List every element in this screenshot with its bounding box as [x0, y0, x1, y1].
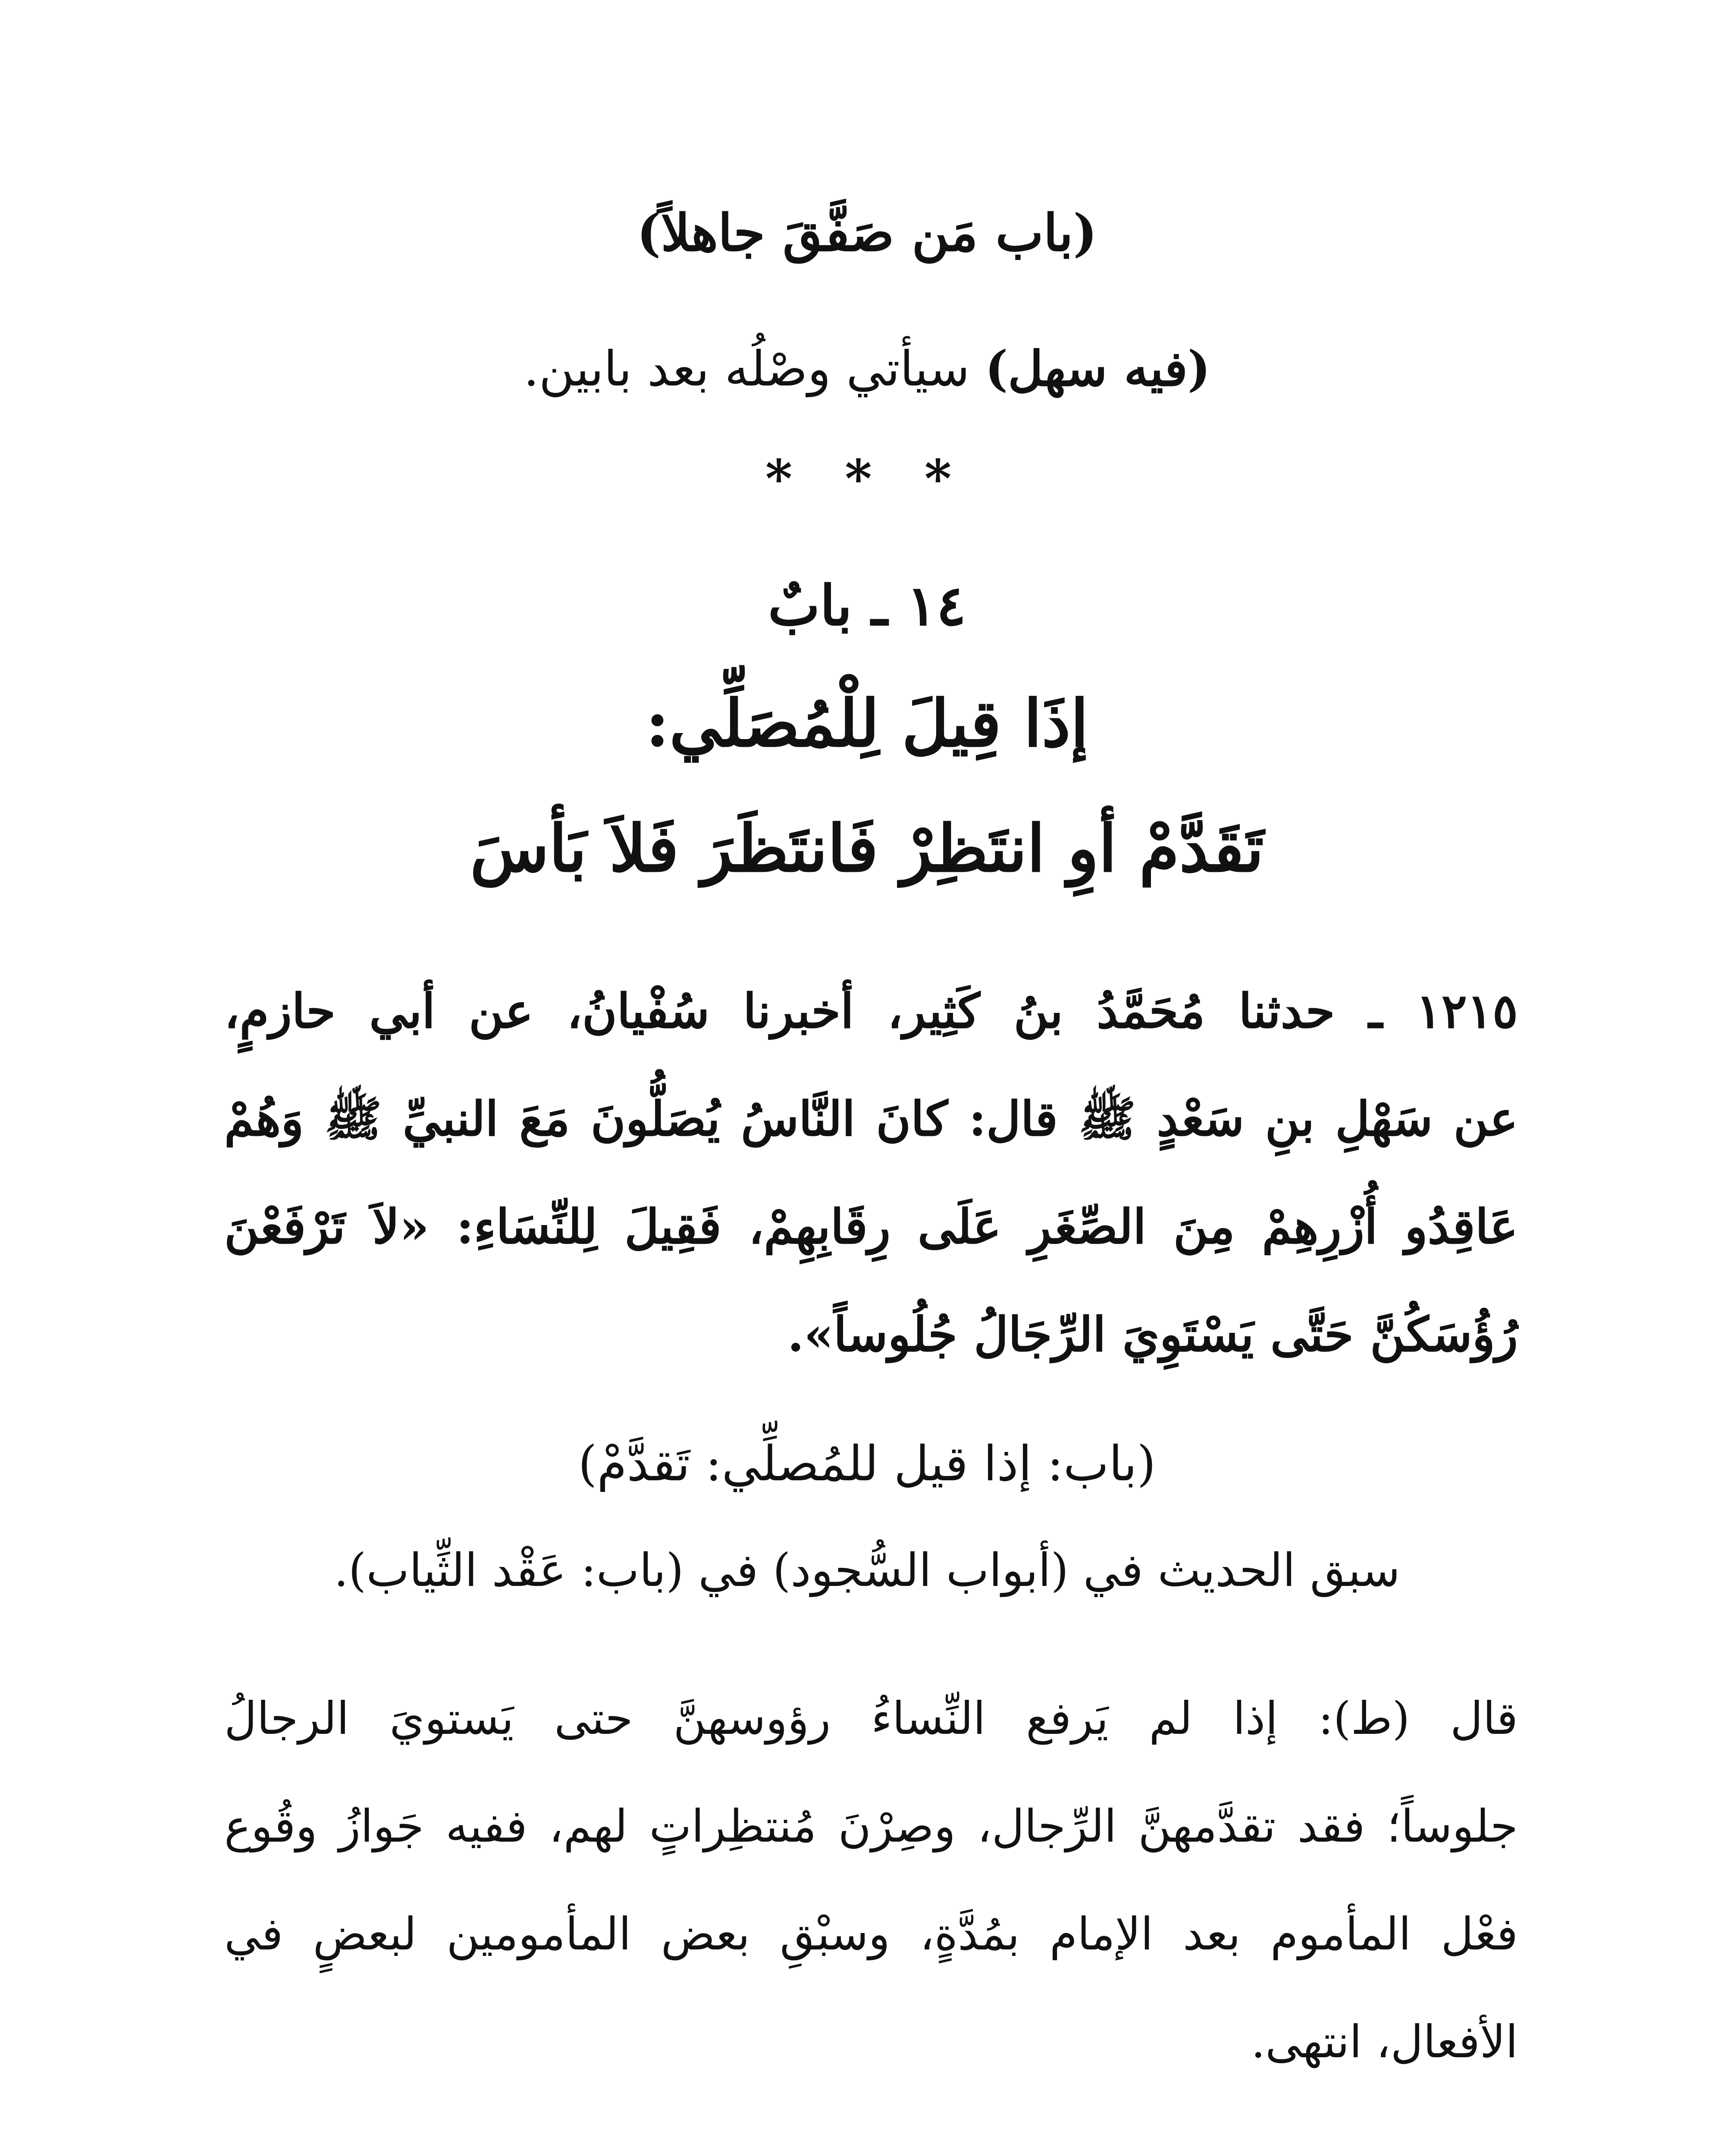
note-fih-sahl-text: سيأتي وصْلُه بعد بابين. [524, 341, 985, 397]
note-fih-sahl-label: (فيه سهل) [985, 341, 1210, 397]
section-heading-bab-man-saffaqa: (باب مَن صَفَّقَ جاهلاً) [637, 203, 1097, 263]
hadith-line: ١٢١٥ ـ حدثنا مُحَمَّدُ بنُ كَثِير، أخبرنا سُفْيانُ، عن أبي حازمٍ، [224, 983, 1518, 1039]
chapter-title-line-1: إذَا قِيلَ لِلْمُصَلِّي: [645, 686, 1089, 761]
commentary-qal-paragraph [224, 1664, 1518, 2096]
section-heading-bab-taqaddam: (باب: إذا قيل للمُصلِّي: تَقدَّمْ) [578, 1436, 1156, 1492]
chapter-title-line-2: تَقَدَّمْ أوِ انتَظِرْ فَانتَظَرَ فَلاَ بَأسَ [470, 811, 1264, 887]
commentary-line: الأفعال، انتهى. [1251, 2015, 1518, 2068]
commentary-wafih-paragraph [224, 2139, 1518, 2156]
hadith-line: رُؤُسَكُنَّ حَتَّى يَسْتَوِيَ الرِّجَالُ جُلُوساً». [787, 1307, 1518, 1362]
separator-stars: * * * [765, 448, 969, 509]
hadith-line: عَاقِدُو أُزْرِهِمْ مِنَ الصِّغَرِ عَلَى رِقَابِهِمْ، فَقِيلَ لِلنِّسَاءِ: «لاَ تَرْفَعْنَ [224, 1199, 1518, 1254]
hadith-paragraph [224, 957, 1518, 1388]
chapter-number: ١٤ ـ بابٌ [768, 573, 966, 638]
commentary-sabaqa: سبق الحديث في (أبواب السُّجود) في (باب: عَقْد الثِّياب). [334, 1544, 1400, 1597]
commentary-line: فعْل المأموم بعد الإمام بمُدَّةٍ، وسبْقِ بعض المأمومين لبعضٍ في [224, 1908, 1518, 1960]
commentary-line: جلوساً؛ فقد تقدَّمهنَّ الرِّجال، وصِرْنَ مُنتظِراتٍ لهم، ففيه جَوازُ وقُوع [224, 1800, 1518, 1852]
commentary-line: قال (ط): إذا لم يَرفع النِّساءُ رؤوسهنَّ حتى يَستويَ الرجالُ [224, 1692, 1518, 1745]
commentary-line [224, 2139, 1518, 2156]
hadith-line: عن سَهْلِ بنِ سَعْدٍ ﷺ قال: كانَ النَّاسُ يُصَلُّونَ مَعَ النبيِّ ﷺ وَهُمْ [224, 1091, 1518, 1147]
note-fih-sahl [0, 341, 1734, 397]
